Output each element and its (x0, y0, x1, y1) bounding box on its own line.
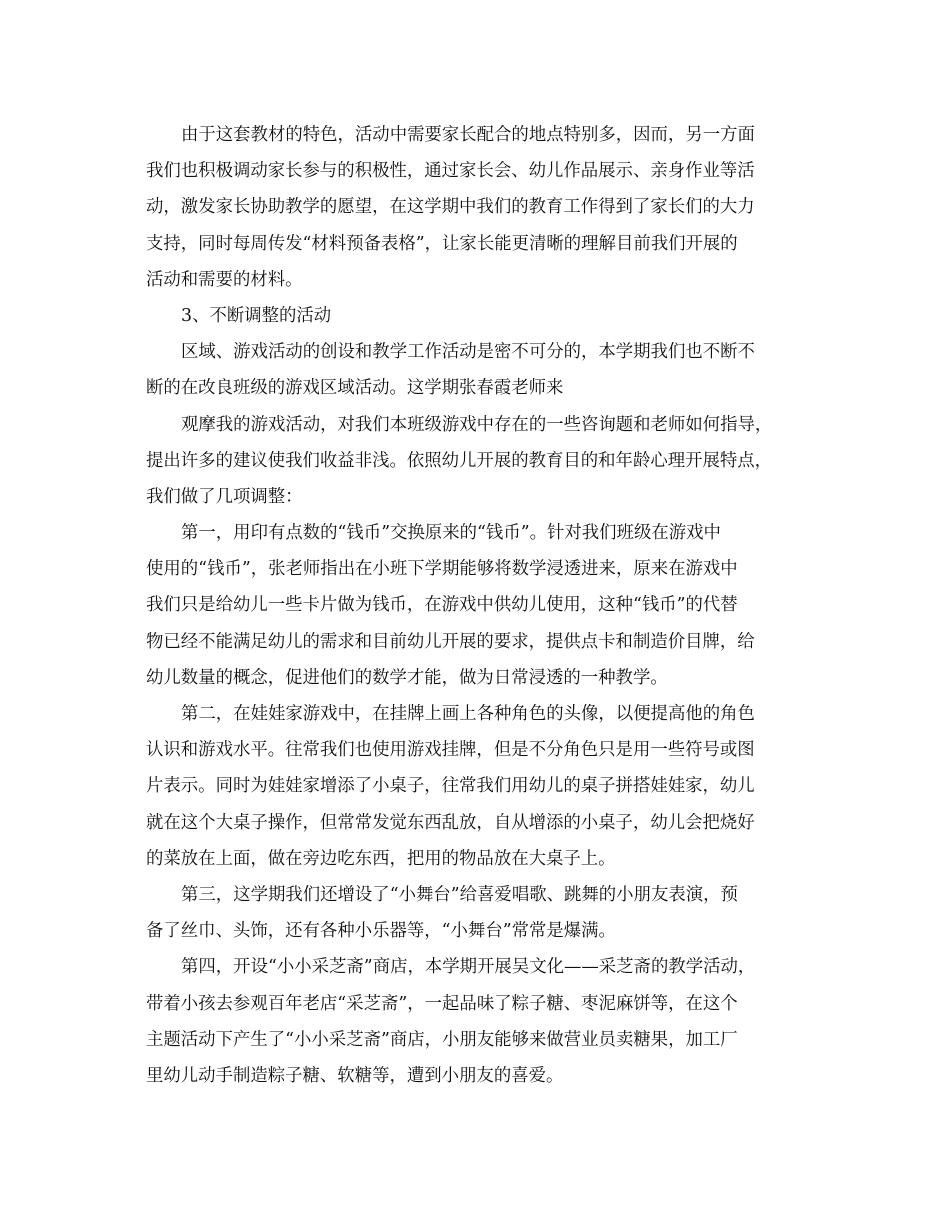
text-line: 观摩我的游戏活动，对我们本班级游戏中存在的一些咨询题和老师如何指导， (181, 414, 773, 435)
text-line: 第四，开设“小小采芝斋”商店，本学期开展吴文化——采芝斋的教学活动， (181, 957, 756, 978)
text-line: 备了丝巾、头饰，还有各种小乐器等，“小舞台”常常是爆满。 (146, 921, 616, 942)
text-line: 幼儿数量的概念，促进他们的数学才能，做为日常浸透的一种教学。 (146, 667, 668, 688)
text-line: 3、不断调整的活动 (181, 305, 332, 326)
text-line: 带着小孩去参观百年老店“采芝斋”，一起品味了粽子糖、枣泥麻饼等，在这个 (146, 993, 738, 1014)
text-line: 动，激发家长协助教学的愿望，在这学期中我们的教育工作得到了家长们的大力 (146, 197, 755, 218)
text-line: 就在这个大桌子操作，但常常发觉东西乱放，自从增添的小桌子，幼儿会把烧好 (146, 812, 755, 833)
text-line: 的菜放在上面，做在旁边吃东西，把用的物品放在大桌子上。 (146, 848, 616, 869)
text-line: 由于这套教材的特色，活动中需要家长配合的地点特别多，因而，另一方面 (181, 125, 755, 145)
text-line: 认识和游戏水平。往常我们也使用游戏挂牌，但是不分角色只是用一些符号或图 (146, 740, 755, 761)
text-line: 物已经不能满足幼儿的需求和目前幼儿开展的要求，提供点卡和制造价目牌，给 (146, 631, 755, 652)
text-line: 活动和需要的材料。 (146, 269, 303, 290)
text-line: 主题活动下产生了“小小采芝斋”商店，小朋友能够来做营业员卖糖果，加工厂 (146, 1029, 738, 1050)
text-line: 支持，同时每周传发“材料预备表格”，让家长能更清晰的理解目前我们开展的 (146, 233, 738, 254)
text-line: 里幼儿动手制造粽子糖、软糖等，遭到小朋友的喜爱。 (146, 1065, 564, 1086)
text-line: 第二，在娃娃家游戏中，在挂牌上画上各种角色的头像，以便提高他的角色 (181, 704, 755, 724)
text-line: 提出许多的建议使我们收益非浅。依照幼儿开展的教育目的和年龄心理开展特点， (146, 450, 773, 471)
text-line: 使用的“钱币”，张老师指出在小班下学期能够将数学浸透进来，原来在游戏中 (146, 559, 738, 580)
text-line: 片表示。同时为娃娃家增添了小桌子，往常我们用幼儿的桌子拼搭娃娃家，幼儿 (146, 776, 755, 797)
text-line: 第三，这学期我们还增设了“小舞台”给喜爱唱歌、跳舞的小朋友表演，预 (181, 884, 738, 905)
text-line: 断的在改良班级的游戏区域活动。这学期张春霞老师来 (146, 378, 564, 399)
text-line: 我们做了几项调整： (146, 486, 303, 507)
text-line: 我们也积极调动家长参与的积极性，通过家长会、幼儿作品展示、亲身作业等活 (146, 161, 755, 182)
text-line: 区域、游戏活动的创设和教学工作活动是密不可分的，本学期我们也不断不 (181, 342, 755, 363)
document-body (146, 117, 806, 1094)
text-line: 第一，用印有点数的“钱币”交换原来的“钱币”。针对我们班级在游戏中 (181, 523, 721, 544)
text-line: 我们只是给幼儿一些卡片做为钱币，在游戏中供幼儿使用，这种“钱币”的代替 (146, 595, 738, 616)
